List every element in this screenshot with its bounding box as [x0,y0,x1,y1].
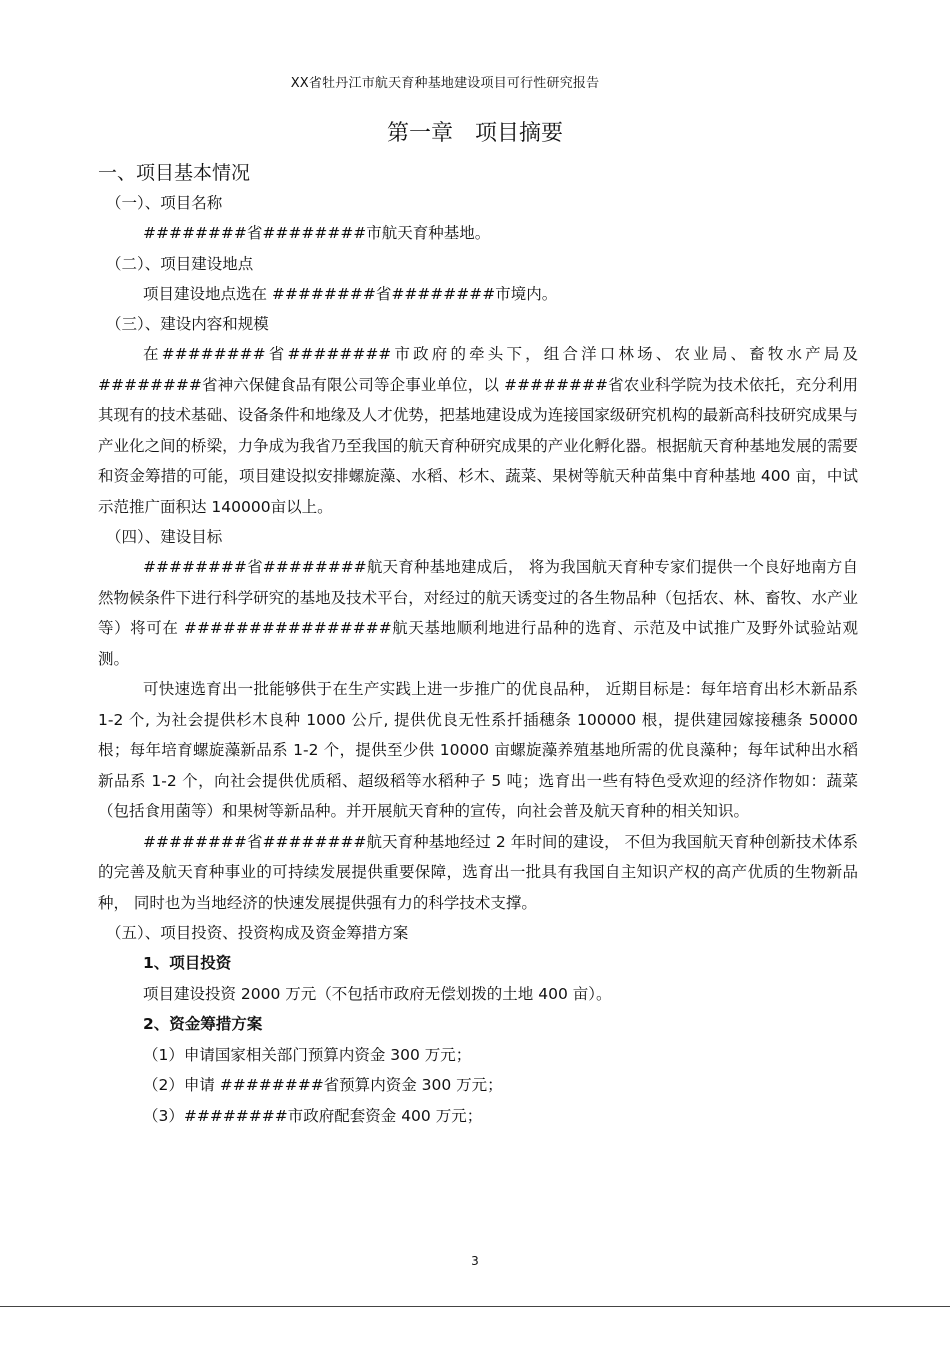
subsection-heading-project-name: （一）、项目名称 [106,194,223,212]
project-name-text: ########省########市航天育种基地。 [143,224,491,242]
goals-paragraph-2: 可快速选育出一批能够供于在生产实践上进一步推广的优良品种， 近期目标是：每年培育出杉木新品系 1-2 个, 为社会提供杉木良种 1000 公斤, 提供优良无性系扦插穗条 100000 根，提供建园嫁接穗条 50000 根；每年培育螺旋藻新品系 1-2 个，提供至少供 10000 亩螺旋藻养殖基地所需的优良藻种；每年试种出水稻新品系 1-2 个，向社会提供优质稻、超级稻等水稻种子 5 吨；选育出一些有特色受欢迎的经济作物如：蔬菜（包括食用菌等）和果树等新品种。并开展航天育种的宣传，向社会普及航天育种的相关知识。 [98,680,858,820]
goals-paragraph-3: ########省########航天育种基地经过 2 年时间的建设， 不但为我国航天育种创新技术体系的完善及航天育种事业的可持续发展提供重要保障，选育出一批具有我国自主知识产权的高产优质的生物新品种， 同时也为当地经济的快速发展提供强有力的科学技术支撑。 [98,832,858,912]
investment-text: 项目建设投资 2000 万元（不包括市政府无偿划拨的土地 400 亩）。 [143,984,612,1003]
page-number: 3 [471,1254,479,1268]
running-header: XX省牡丹江市航天育种基地建设项目可行性研究报告 [290,76,600,91]
goals-paragraph-1: ########省########航天育种基地建成后， 将为我国航天育种专家们提供一个良好地南方自然物候条件下进行科学研究的基地及技术平台，对经过的航天诱变过的各生物品种（包括农、林、畜牧、水产业等）将可在 ################航天基地顺利地进行品种的选育、示范及中试推广及野外试验站观测。 [98,558,858,668]
funding-subheading: 2、资金筹措方案 [143,1015,263,1033]
subsection-heading-scope: （三）、建设内容和规模 [106,315,269,333]
subsection-heading-investment: （五）、项目投资、投资构成及资金筹措方案 [106,924,409,942]
subsection-heading-goals: （四）、建设目标 [106,528,223,546]
scope-paragraph: 在########省########市政府的牵头下，组合洋口林场、农业局、畜牧水产局及########省神六保健食品有限公司等企事业单位，以 ########省农业科学院为技术依托，充分利用其现有的技术基础、设备条件和地缘及人才优势，把基地建设成为连接国家级研究机构的最新高科技研究成果与产业化之间的桥梁，力争成为我省乃至我国的航天育种研究成果的产业化孵化器。根据航天育种基地发展的需要和资金筹措的可能，项目建设拟安排螺旋藻、水稻、杉木、蔬菜、果树等航天种苗集中育种基地 400 亩，中试示范推广面积达 140000亩以上。 [98,345,858,516]
funding-item: （2）申请 ########省预算内资金 300 万元； [143,1076,503,1094]
funding-item: （1）申请国家相关部门预算内资金 300 万元； [143,1045,472,1064]
section-heading: 一、项目基本情况 [98,162,251,184]
bottom-rule [0,1306,950,1307]
funding-item: （3）########市政府配套资金 400 万元； [143,1106,483,1125]
document-body [98,158,858,1131]
chapter-title: 第一章 项目摘要 [386,121,563,146]
subsection-heading-location: （二）、项目建设地点 [106,254,254,273]
investment-subheading: 1、项目投资 [143,954,232,972]
location-text: 项目建设地点选在 ########省########市境内。 [143,284,558,303]
